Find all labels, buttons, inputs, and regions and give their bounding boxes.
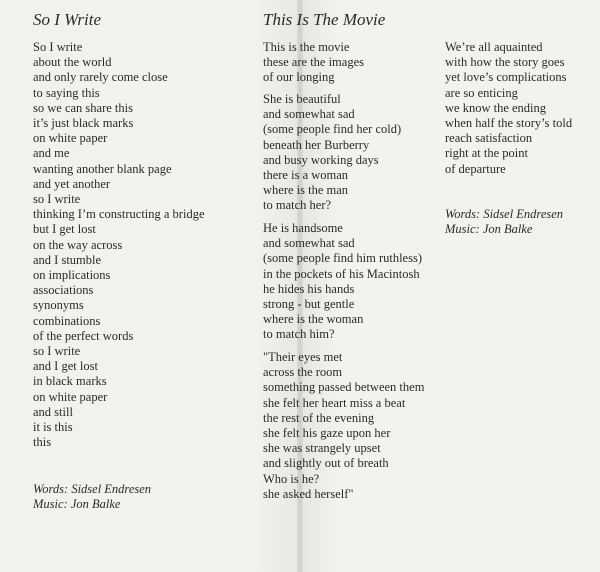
poem-line: (some people find her cold)	[263, 122, 402, 137]
poem-line: thinking I’m constructing a bridge	[33, 207, 205, 222]
poem-so-i-write-credits	[33, 482, 151, 512]
stanza-4	[263, 350, 424, 502]
poem-line: to match him?	[263, 327, 335, 342]
poem-line: and slightly out of breath	[263, 456, 389, 471]
poem-line: when half the story’s told	[445, 116, 573, 131]
poem-line: so we can share this	[33, 100, 133, 115]
poem-line: He is handsome	[263, 221, 343, 235]
poem-line: and busy working days	[263, 152, 379, 167]
poem-line: so I write	[33, 192, 81, 207]
poem-line: We’re all aquainted	[445, 40, 543, 54]
poem-line: of the perfect words	[33, 328, 134, 343]
poem-line: he hides his hands	[263, 281, 355, 296]
poem-title-this-is-the-movie: This Is The Movie	[263, 10, 386, 29]
poem-line: and only rarely come close	[33, 70, 168, 85]
poem-line: but I get lost	[33, 222, 96, 237]
poem-line: and somewhat sad	[263, 236, 355, 251]
poem-line: beneath her Burberry	[263, 137, 370, 152]
poem-line: So I write	[33, 40, 83, 54]
poem-line: this	[33, 435, 52, 450]
poem-line: across the room	[263, 365, 343, 380]
poem-line: and yet another	[33, 176, 111, 191]
poem-so-i-write-lines	[33, 40, 205, 450]
poem-line: she asked herself"	[263, 486, 354, 501]
poem-line: she felt her heart miss a beat	[263, 395, 406, 410]
poem-line: of departure	[445, 161, 506, 176]
poem-line: (some people find him ruthless)	[263, 251, 422, 266]
poem-line: so I write	[33, 344, 81, 359]
stanza-1	[263, 40, 364, 86]
poem-line: to saying this	[33, 85, 100, 100]
poem-line: something passed between them	[263, 380, 425, 395]
poem-line: on white paper	[33, 389, 108, 404]
poem-line: we know the ending	[445, 100, 547, 115]
credit-words: Words: Sidsel Endresen	[33, 482, 152, 496]
poem-line: synonyms	[33, 298, 84, 313]
poem-line: on white paper	[33, 131, 108, 146]
poem-line: yet love’s complications	[445, 70, 567, 85]
poem-line: and still	[33, 404, 73, 419]
poem-line: She is beautiful	[263, 92, 341, 106]
poem-line: on implications	[33, 268, 111, 283]
poem-line: of our longing	[263, 70, 335, 85]
credit-music: Music: Jon Balke	[33, 497, 121, 512]
poem-line: where is the man	[263, 183, 349, 198]
poem-line: "Their eyes met	[263, 350, 343, 364]
poem-line: strong - but gentle	[263, 297, 355, 312]
poem-line: she was strangely upset	[263, 441, 381, 456]
poem-line: the rest of the evening	[263, 410, 375, 425]
poem-line: about the world	[33, 55, 112, 70]
poem-line: where is the woman	[263, 312, 364, 327]
poem-line: and I get lost	[33, 359, 98, 374]
poem-line: associations	[33, 283, 94, 298]
stanza-3	[263, 221, 422, 343]
poem-line: it is this	[33, 420, 73, 435]
poem-line: in the pockets of his Macintosh	[263, 266, 420, 281]
poem-line: wanting another blank page	[33, 161, 172, 176]
poem-line: reach satisfaction	[445, 131, 533, 146]
poem-line: and somewhat sad	[263, 107, 355, 122]
poem-title-so-i-write: So I Write	[33, 10, 101, 29]
poem-line: right at the point	[445, 146, 528, 161]
poem-line: on the way across	[33, 237, 123, 252]
credit-music: Music: Jon Balke	[445, 222, 533, 237]
poem-line: these are the images	[263, 55, 364, 70]
stanza-5	[445, 40, 572, 177]
credit-words: Words: Sidsel Endresen	[445, 207, 564, 221]
poem-line: This is the movie	[263, 40, 350, 54]
poem-line: Who is he?	[263, 471, 320, 486]
poem-this-is-the-movie-credits	[445, 207, 563, 237]
poem-line: with how the story goes	[445, 55, 565, 70]
poem-line: in black marks	[33, 374, 107, 389]
poem-line: and me	[33, 146, 70, 161]
poem-line: are so enticing	[445, 85, 518, 100]
poem-line: there is a woman	[263, 168, 349, 183]
poem-line: and I stumble	[33, 252, 102, 267]
poem-line: she felt his gaze upon her	[263, 426, 391, 441]
poem-line: combinations	[33, 313, 101, 328]
stanza-2	[263, 92, 401, 214]
poem-line: it’s just black marks	[33, 116, 134, 131]
poem-line: to match her?	[263, 198, 332, 213]
